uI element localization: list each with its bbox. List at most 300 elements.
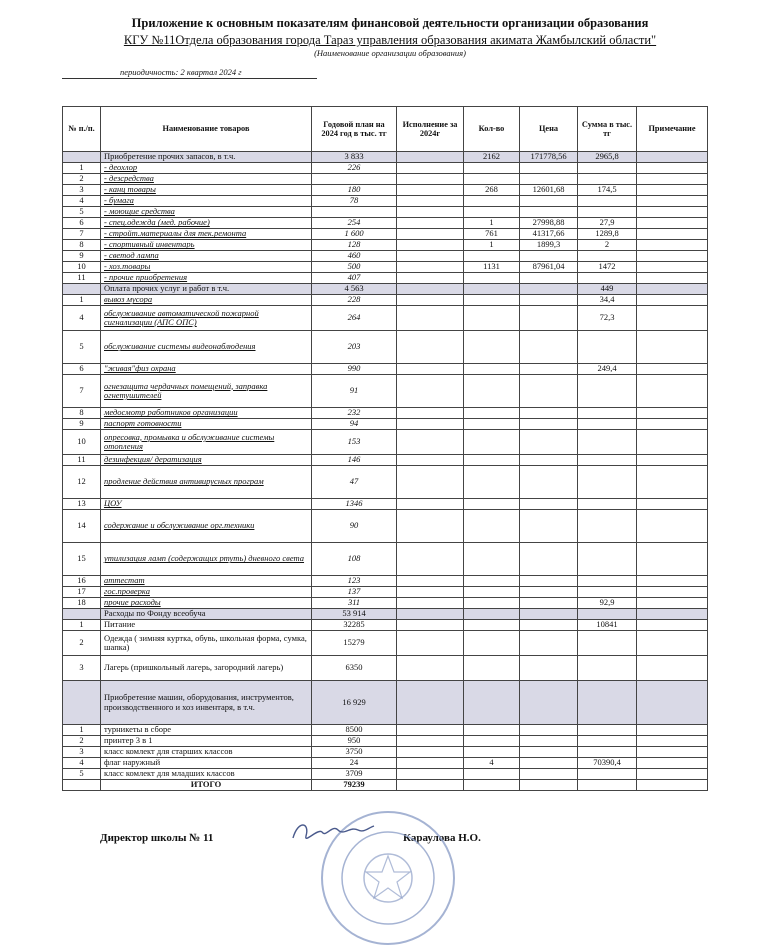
cell-plan: 1346 xyxy=(312,499,397,510)
cell-exec xyxy=(397,758,464,769)
cell-sum: 27,9 xyxy=(578,218,637,229)
cell-plan: 15279 xyxy=(312,631,397,656)
cell-price: 27998,88 xyxy=(520,218,578,229)
cell-qty xyxy=(464,174,520,185)
cell-exec xyxy=(397,196,464,207)
table-row xyxy=(63,196,708,207)
organization-name: КГУ №11Отдела образования города Тараз управления образования акимата Жамбылский области" xyxy=(123,33,657,47)
cell-note xyxy=(637,375,708,408)
cell-price xyxy=(520,331,578,364)
cell-note xyxy=(637,736,708,747)
cell-sum xyxy=(578,419,637,430)
signature xyxy=(288,818,378,848)
cell-n: 6 xyxy=(63,364,101,375)
cell-note xyxy=(637,620,708,631)
cell-name: ЦОУ xyxy=(101,499,312,510)
cell-exec xyxy=(397,262,464,273)
cell-exec xyxy=(397,455,464,466)
table-row xyxy=(63,656,708,681)
cell-name: Оплата прочих услуг и работ в т.ч. xyxy=(101,284,312,295)
cell-exec xyxy=(397,229,464,240)
cell-n: 8 xyxy=(63,408,101,419)
cell-qty xyxy=(464,576,520,587)
cell-n: 2 xyxy=(63,174,101,185)
cell-name: "живая"физ охрана xyxy=(101,364,312,375)
cell-plan xyxy=(312,207,397,218)
cell-plan: 3 833 xyxy=(312,152,397,163)
cell-n: 1 xyxy=(63,725,101,736)
cell-sum xyxy=(578,725,637,736)
table-row xyxy=(63,408,708,419)
table-row xyxy=(63,769,708,780)
cell-qty xyxy=(464,306,520,331)
cell-exec xyxy=(397,273,464,284)
cell-sum xyxy=(578,466,637,499)
cell-price xyxy=(520,725,578,736)
cell-note xyxy=(637,681,708,725)
cell-plan: 6350 xyxy=(312,656,397,681)
cell-note xyxy=(637,430,708,455)
cell-n: 4 xyxy=(63,758,101,769)
cell-sum xyxy=(578,430,637,455)
cell-n: 10 xyxy=(63,262,101,273)
cell-exec xyxy=(397,681,464,725)
section-row xyxy=(63,152,708,163)
table-row xyxy=(63,375,708,408)
cell-sum xyxy=(578,747,637,758)
cell-price xyxy=(520,543,578,576)
cell-price xyxy=(520,609,578,620)
period-underline xyxy=(62,78,317,79)
table-row xyxy=(63,207,708,218)
cell-qty: 4 xyxy=(464,758,520,769)
cell-plan: 203 xyxy=(312,331,397,364)
cell-sum xyxy=(578,576,637,587)
column-header: Кол-во xyxy=(464,107,520,152)
cell-n: 3 xyxy=(63,656,101,681)
cell-note xyxy=(637,598,708,609)
cell-qty xyxy=(464,207,520,218)
cell-name: - дезсредства xyxy=(101,174,312,185)
cell-name: продление действия антивирусных програм xyxy=(101,466,312,499)
cell-note xyxy=(637,419,708,430)
cell-sum xyxy=(578,174,637,185)
table-row xyxy=(63,631,708,656)
cell-note xyxy=(637,408,708,419)
cell-price xyxy=(520,631,578,656)
cell-name: - деохлор xyxy=(101,163,312,174)
cell-exec xyxy=(397,240,464,251)
column-header: Наименование товаров xyxy=(101,107,312,152)
cell-note xyxy=(637,306,708,331)
cell-sum xyxy=(578,455,637,466)
cell-n xyxy=(63,780,101,791)
table-row xyxy=(63,163,708,174)
cell-sum: 449 xyxy=(578,284,637,295)
cell-plan: 16 929 xyxy=(312,681,397,725)
cell-note xyxy=(637,631,708,656)
cell-n: 11 xyxy=(63,273,101,284)
cell-note xyxy=(637,364,708,375)
table-row xyxy=(63,758,708,769)
cell-n: 6 xyxy=(63,218,101,229)
cell-n xyxy=(63,609,101,620)
cell-name: аттестат xyxy=(101,576,312,587)
cell-name: обслуживание автоматической пожарной сигнализации (АПС ОПС) xyxy=(101,306,312,331)
cell-exec xyxy=(397,499,464,510)
cell-price xyxy=(520,620,578,631)
cell-qty xyxy=(464,331,520,364)
cell-plan: 24 xyxy=(312,758,397,769)
cell-plan: 53 914 xyxy=(312,609,397,620)
cell-sum: 1472 xyxy=(578,262,637,273)
cell-note xyxy=(637,331,708,364)
cell-exec xyxy=(397,185,464,196)
cell-sum xyxy=(578,656,637,681)
cell-name: медосмотр работников организации xyxy=(101,408,312,419)
cell-sum: 2965,8 xyxy=(578,152,637,163)
cell-qty xyxy=(464,163,520,174)
cell-exec xyxy=(397,543,464,576)
cell-n: 5 xyxy=(63,331,101,364)
cell-name: Приобретение машин, оборудования, инструментов, производственного и хоз инвентаря, в т.ч. xyxy=(101,681,312,725)
cell-exec xyxy=(397,207,464,218)
column-header: Годовой план на 2024 год в тыс. тг xyxy=(312,107,397,152)
cell-n: 8 xyxy=(63,240,101,251)
cell-plan: 108 xyxy=(312,543,397,576)
cell-note xyxy=(637,207,708,218)
cell-qty xyxy=(464,499,520,510)
period-label: периодичность: 2 квартал 2024 г xyxy=(120,67,242,77)
cell-price xyxy=(520,587,578,598)
cell-name: класс комлект для младших классов xyxy=(101,769,312,780)
cell-note xyxy=(637,769,708,780)
cell-plan: 123 xyxy=(312,576,397,587)
cell-plan: 3709 xyxy=(312,769,397,780)
cell-name: - прочие приобретения xyxy=(101,273,312,284)
cell-qty: 268 xyxy=(464,185,520,196)
table-row xyxy=(63,185,708,196)
cell-n: 5 xyxy=(63,769,101,780)
cell-name: Приобретение прочих запасов, в т.ч. xyxy=(101,152,312,163)
cell-plan: 990 xyxy=(312,364,397,375)
cell-plan: 79239 xyxy=(312,780,397,791)
cell-n: 2 xyxy=(63,736,101,747)
table-row xyxy=(63,543,708,576)
cell-price xyxy=(520,196,578,207)
cell-price: 87961,04 xyxy=(520,262,578,273)
cell-name: флаг наружный xyxy=(101,758,312,769)
table-row xyxy=(63,576,708,587)
cell-price xyxy=(520,419,578,430)
cell-price xyxy=(520,510,578,543)
cell-price xyxy=(520,251,578,262)
cell-sum xyxy=(578,780,637,791)
cell-n: 5 xyxy=(63,207,101,218)
cell-name: класс комлект для старших классов xyxy=(101,747,312,758)
cell-qty: 2162 xyxy=(464,152,520,163)
cell-price xyxy=(520,758,578,769)
cell-exec xyxy=(397,747,464,758)
cell-plan: 1 600 xyxy=(312,229,397,240)
cell-exec xyxy=(397,620,464,631)
cell-name: Одежда ( зимняя куртка, обувь, школьная форма, сумка, шапка) xyxy=(101,631,312,656)
financial-table xyxy=(62,106,708,791)
cell-plan: 407 xyxy=(312,273,397,284)
cell-name: обслуживание системы видеонаблюдения xyxy=(101,331,312,364)
cell-qty: 761 xyxy=(464,229,520,240)
cell-note xyxy=(637,229,708,240)
cell-exec xyxy=(397,736,464,747)
cell-qty xyxy=(464,284,520,295)
table-header-row xyxy=(63,107,708,152)
cell-exec xyxy=(397,587,464,598)
cell-exec xyxy=(397,408,464,419)
cell-price xyxy=(520,656,578,681)
cell-sum xyxy=(578,331,637,364)
table-row xyxy=(63,174,708,185)
table-row xyxy=(63,455,708,466)
cell-sum: 1289,8 xyxy=(578,229,637,240)
cell-note xyxy=(637,295,708,306)
cell-sum: 174,5 xyxy=(578,185,637,196)
cell-exec xyxy=(397,466,464,499)
cell-qty xyxy=(464,598,520,609)
table-row xyxy=(63,587,708,598)
cell-sum xyxy=(578,681,637,725)
cell-plan: 78 xyxy=(312,196,397,207)
cell-n: 11 xyxy=(63,455,101,466)
cell-plan: 311 xyxy=(312,598,397,609)
table-row xyxy=(63,466,708,499)
cell-sum xyxy=(578,408,637,419)
cell-price xyxy=(520,207,578,218)
cell-exec xyxy=(397,656,464,681)
cell-plan: 137 xyxy=(312,587,397,598)
cell-price xyxy=(520,455,578,466)
cell-sum xyxy=(578,631,637,656)
cell-price xyxy=(520,598,578,609)
cell-qty xyxy=(464,375,520,408)
cell-plan: 8500 xyxy=(312,725,397,736)
cell-plan: 146 xyxy=(312,455,397,466)
cell-name: огнезащита чердачных помещений, заправка огнетушителей xyxy=(101,375,312,408)
cell-plan: 180 xyxy=(312,185,397,196)
cell-qty xyxy=(464,295,520,306)
cell-sum: 72,3 xyxy=(578,306,637,331)
cell-exec xyxy=(397,430,464,455)
cell-price xyxy=(520,364,578,375)
cell-qty xyxy=(464,681,520,725)
cell-qty xyxy=(464,620,520,631)
cell-price: 171778,56 xyxy=(520,152,578,163)
table-row xyxy=(63,419,708,430)
cell-note xyxy=(637,455,708,466)
cell-price xyxy=(520,163,578,174)
cell-n xyxy=(63,681,101,725)
table-row xyxy=(63,262,708,273)
cell-name: - спец.одежда (мед. рабочие) xyxy=(101,218,312,229)
cell-qty xyxy=(464,736,520,747)
cell-plan: 47 xyxy=(312,466,397,499)
cell-name: опресовка, промывка и обслуживание системы отопления xyxy=(101,430,312,455)
table-row xyxy=(63,499,708,510)
cell-n: 12 xyxy=(63,466,101,499)
cell-qty xyxy=(464,631,520,656)
cell-exec xyxy=(397,419,464,430)
cell-note xyxy=(637,240,708,251)
cell-exec xyxy=(397,364,464,375)
director-title: Директор школы № 11 xyxy=(100,832,214,844)
cell-qty xyxy=(464,455,520,466)
table-row xyxy=(63,273,708,284)
cell-note xyxy=(637,747,708,758)
cell-n: 10 xyxy=(63,430,101,455)
cell-price xyxy=(520,375,578,408)
cell-note xyxy=(637,543,708,576)
cell-note xyxy=(637,780,708,791)
cell-n: 14 xyxy=(63,510,101,543)
cell-note xyxy=(637,576,708,587)
table-row xyxy=(63,736,708,747)
cell-sum xyxy=(578,375,637,408)
cell-exec xyxy=(397,218,464,229)
cell-price xyxy=(520,681,578,725)
cell-exec xyxy=(397,331,464,364)
cell-price xyxy=(520,284,578,295)
cell-exec xyxy=(397,725,464,736)
cell-price xyxy=(520,306,578,331)
table-row xyxy=(63,295,708,306)
table-row xyxy=(63,218,708,229)
cell-n: 15 xyxy=(63,543,101,576)
table-row xyxy=(63,620,708,631)
cell-qty xyxy=(464,419,520,430)
cell-name: ИТОГО xyxy=(101,780,312,791)
cell-qty xyxy=(464,273,520,284)
cell-note xyxy=(637,174,708,185)
cell-name: принтер 3 в 1 xyxy=(101,736,312,747)
cell-sum xyxy=(578,273,637,284)
cell-price xyxy=(520,430,578,455)
cell-qty xyxy=(464,510,520,543)
cell-name: - светод лампа xyxy=(101,251,312,262)
cell-price xyxy=(520,747,578,758)
cell-sum xyxy=(578,251,637,262)
cell-plan: 90 xyxy=(312,510,397,543)
cell-exec xyxy=(397,251,464,262)
cell-name: гос.проверка xyxy=(101,587,312,598)
cell-price xyxy=(520,408,578,419)
cell-sum: 249,4 xyxy=(578,364,637,375)
cell-qty xyxy=(464,543,520,576)
cell-price xyxy=(520,780,578,791)
cell-sum xyxy=(578,510,637,543)
cell-note xyxy=(637,163,708,174)
cell-plan: 32285 xyxy=(312,620,397,631)
cell-name: - бумага xyxy=(101,196,312,207)
cell-sum: 34,4 xyxy=(578,295,637,306)
cell-price xyxy=(520,499,578,510)
cell-sum: 92,9 xyxy=(578,598,637,609)
cell-plan: 153 xyxy=(312,430,397,455)
cell-note xyxy=(637,218,708,229)
cell-note xyxy=(637,656,708,681)
cell-n: 17 xyxy=(63,587,101,598)
cell-plan: 91 xyxy=(312,375,397,408)
cell-price: 12601,68 xyxy=(520,185,578,196)
section-row xyxy=(63,609,708,620)
cell-exec xyxy=(397,598,464,609)
cell-n: 9 xyxy=(63,251,101,262)
column-header: № п./п. xyxy=(63,107,101,152)
cell-price xyxy=(520,576,578,587)
cell-plan xyxy=(312,174,397,185)
column-header: Цена xyxy=(520,107,578,152)
cell-price xyxy=(520,174,578,185)
cell-name: Питание xyxy=(101,620,312,631)
cell-exec xyxy=(397,631,464,656)
table-row xyxy=(63,251,708,262)
cell-plan: 226 xyxy=(312,163,397,174)
table-row xyxy=(63,510,708,543)
cell-name: - моющие средства xyxy=(101,207,312,218)
cell-name: - стройт.материалы для тек.ремонта xyxy=(101,229,312,240)
cell-qty xyxy=(464,780,520,791)
table-row xyxy=(63,331,708,364)
cell-price: 1899,3 xyxy=(520,240,578,251)
cell-sum xyxy=(578,609,637,620)
cell-name: прочие расходы xyxy=(101,598,312,609)
table-row xyxy=(63,725,708,736)
cell-sum: 70390,4 xyxy=(578,758,637,769)
cell-name: - спортивный инвентарь xyxy=(101,240,312,251)
cell-plan: 950 xyxy=(312,736,397,747)
cell-n xyxy=(63,284,101,295)
cell-qty xyxy=(464,251,520,262)
cell-note xyxy=(637,725,708,736)
cell-plan: 500 xyxy=(312,262,397,273)
cell-sum: 2 xyxy=(578,240,637,251)
cell-exec xyxy=(397,769,464,780)
cell-name: содержание и обслуживание орг.техники xyxy=(101,510,312,543)
section-row xyxy=(63,284,708,295)
cell-exec xyxy=(397,163,464,174)
cell-price xyxy=(520,736,578,747)
cell-qty xyxy=(464,769,520,780)
cell-n: 1 xyxy=(63,620,101,631)
cell-plan: 4 563 xyxy=(312,284,397,295)
cell-price xyxy=(520,273,578,284)
cell-exec xyxy=(397,780,464,791)
cell-plan: 232 xyxy=(312,408,397,419)
cell-sum: 10841 xyxy=(578,620,637,631)
cell-name: - хоз.товары xyxy=(101,262,312,273)
cell-n: 4 xyxy=(63,306,101,331)
cell-sum xyxy=(578,207,637,218)
cell-sum xyxy=(578,543,637,576)
cell-price xyxy=(520,466,578,499)
cell-name: паспорт готовности xyxy=(101,419,312,430)
cell-exec xyxy=(397,609,464,620)
cell-name: Лагерь (пришкольный лагерь, загородний лагерь) xyxy=(101,656,312,681)
cell-exec xyxy=(397,284,464,295)
cell-plan: 264 xyxy=(312,306,397,331)
cell-n: 3 xyxy=(63,747,101,758)
cell-plan: 128 xyxy=(312,240,397,251)
cell-qty xyxy=(464,725,520,736)
cell-plan: 3750 xyxy=(312,747,397,758)
